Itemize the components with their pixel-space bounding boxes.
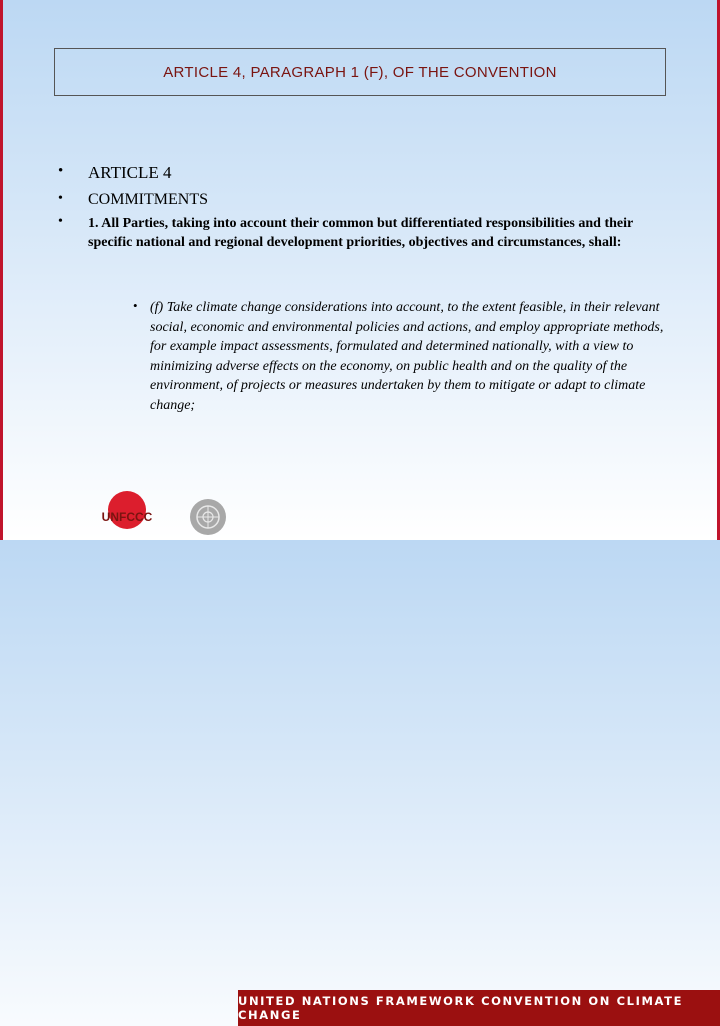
footer-banner xyxy=(238,990,720,1026)
bullet-paragraph-1 xyxy=(58,214,658,252)
unfccc-logo xyxy=(102,491,153,529)
un-emblem-icon xyxy=(190,499,226,535)
bullet-commitments xyxy=(58,191,208,209)
bullet-marker: • xyxy=(58,191,63,206)
left-edge-stripe xyxy=(0,0,3,540)
title-box xyxy=(54,48,666,96)
bullet-text: COMMITMENTS xyxy=(88,191,209,208)
footer xyxy=(0,490,720,1022)
bullet-text: ARTICLE 4 xyxy=(88,163,172,182)
unfccc-logo-text: UNFCCC xyxy=(101,510,153,524)
bullet-text: 1. All Parties, taking into account their common but differentiated responsibilities and their specific national and regional development priorities, objectives and circumstances, shall: xyxy=(88,216,633,250)
sub-bullet-marker: • xyxy=(133,298,138,313)
sub-bullet-text: (f) Take climate change considerations into account, to the extent feasible, in their relevant social, economic and environmental policies and actions, and employ appropriate methods, for example impact assessments, formulated and determined nationally, with a view to minimizing adverse effects on the economy, on public health and on the quality of the environment, of projects or measures undertaken by them to mitigate or adapt to climate change; xyxy=(150,300,664,413)
bullet-marker: • xyxy=(58,214,63,229)
slide-title: ARTICLE 4, PARAGRAPH 1 (F), OF THE CONVENTION xyxy=(163,63,557,81)
bullet-marker: • xyxy=(58,163,64,179)
banner-text: UNITED NATIONS FRAMEWORK CONVENTION ON CLIMATE CHANGE xyxy=(238,994,684,1022)
bullet-article xyxy=(58,163,172,183)
sub-bullet-f xyxy=(133,298,673,415)
footer-logos xyxy=(0,490,240,540)
